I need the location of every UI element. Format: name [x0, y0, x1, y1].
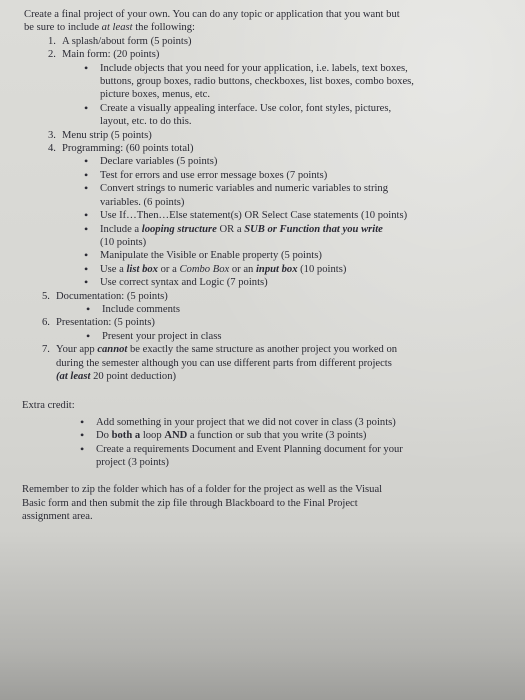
item-number: 4.	[48, 143, 56, 155]
programming-bullets	[84, 155, 514, 289]
item-text: Main form: (20 points)	[62, 49, 160, 61]
list-item: • Add something in your project that we did not cover in class (3 points)	[80, 416, 514, 429]
main-form-bullets	[84, 62, 514, 129]
requirement-2	[48, 48, 514, 128]
list-item: • Do both a loop AND a function or sub that you write (3 points)	[80, 429, 514, 442]
list-item: • Use correct syntax and Logic (7 points)	[84, 276, 514, 289]
list-item: • Use a list box or a Combo Box or an input box (10 points)	[84, 263, 514, 276]
list-item: • Manipulate the Visible or Enable property (5 points)	[84, 249, 514, 262]
item-number: 3.	[48, 129, 56, 141]
list-item: • Include comments	[86, 303, 514, 316]
item-text: Programming: (60 points total)	[62, 143, 194, 155]
requirements-list	[22, 35, 514, 384]
list-item: • Use If…Then…Else statement(s) OR Select Case statements (10 points)	[84, 209, 514, 222]
list-item: • Present your project in class	[86, 330, 514, 343]
requirement-1	[48, 35, 514, 48]
document-body	[22, 8, 514, 524]
item-text: Menu strip (5 points)	[62, 129, 152, 141]
item-number: 2.	[48, 49, 56, 61]
item-number: 5.	[42, 290, 50, 302]
item-text: A splash/about form (5 points)	[62, 35, 192, 47]
item-number: 7.	[42, 344, 50, 356]
presentation-bullets	[86, 330, 514, 343]
list-item: • Create a visually appealing interface. Use color, font styles, pictures, layout, etc. to do this.	[84, 102, 514, 129]
documentation-bullets	[86, 303, 514, 316]
item-number: 6.	[42, 317, 50, 329]
requirement-3	[48, 129, 514, 142]
item-number: 1.	[48, 35, 56, 47]
intro-paragraph	[24, 8, 514, 35]
item-text: Presentation: (5 points)	[56, 317, 155, 329]
list-item: • Include a looping structure OR a SUB or Function that you write (10 points)	[84, 223, 514, 250]
at-least-emphasis: at least	[101, 22, 133, 34]
list-item: • Create a requirements Document and Event Planning document for your project (3 points)	[80, 443, 514, 470]
photo-shadow	[0, 530, 525, 700]
extra-credit-heading: Extra credit:	[22, 400, 75, 412]
list-item: • Include objects that you need for your application, i.e. labels, text boxes, buttons, group boxes, radio buttons, checkboxes, list boxes, combo boxes, picture boxes, menus, etc.	[84, 62, 514, 102]
list-item: • Declare variables (5 points)	[84, 155, 514, 168]
extra-credit-section	[22, 399, 514, 469]
intro-line-2: be sure to include at least the following:	[24, 22, 195, 34]
requirement-4	[48, 142, 514, 289]
list-item: • Convert strings to numeric variables and numeric variables to string variables. (6 points)	[84, 182, 514, 209]
requirement-6	[42, 316, 514, 343]
item-text: Documentation: (5 points)	[56, 290, 168, 302]
requirement-5	[42, 290, 514, 317]
requirement-7: 7. Your app cannot be exactly the same structure as another project you worked on during the semester although you can use different parts from different projects (at least 20 point deduction)	[42, 344, 398, 382]
list-item: • Test for errors and use error message boxes (7 points)	[84, 169, 514, 182]
extra-credit-bullets	[80, 416, 514, 470]
submission-note: Remember to zip the folder which has of a folder for the project as well as the Visual Basic form and then submit the zip file through Blackboard to the Final Project assignment area.	[22, 484, 383, 523]
intro-line-1: Create a final project of your own. You can do any topic or application that you want but	[24, 9, 400, 20]
